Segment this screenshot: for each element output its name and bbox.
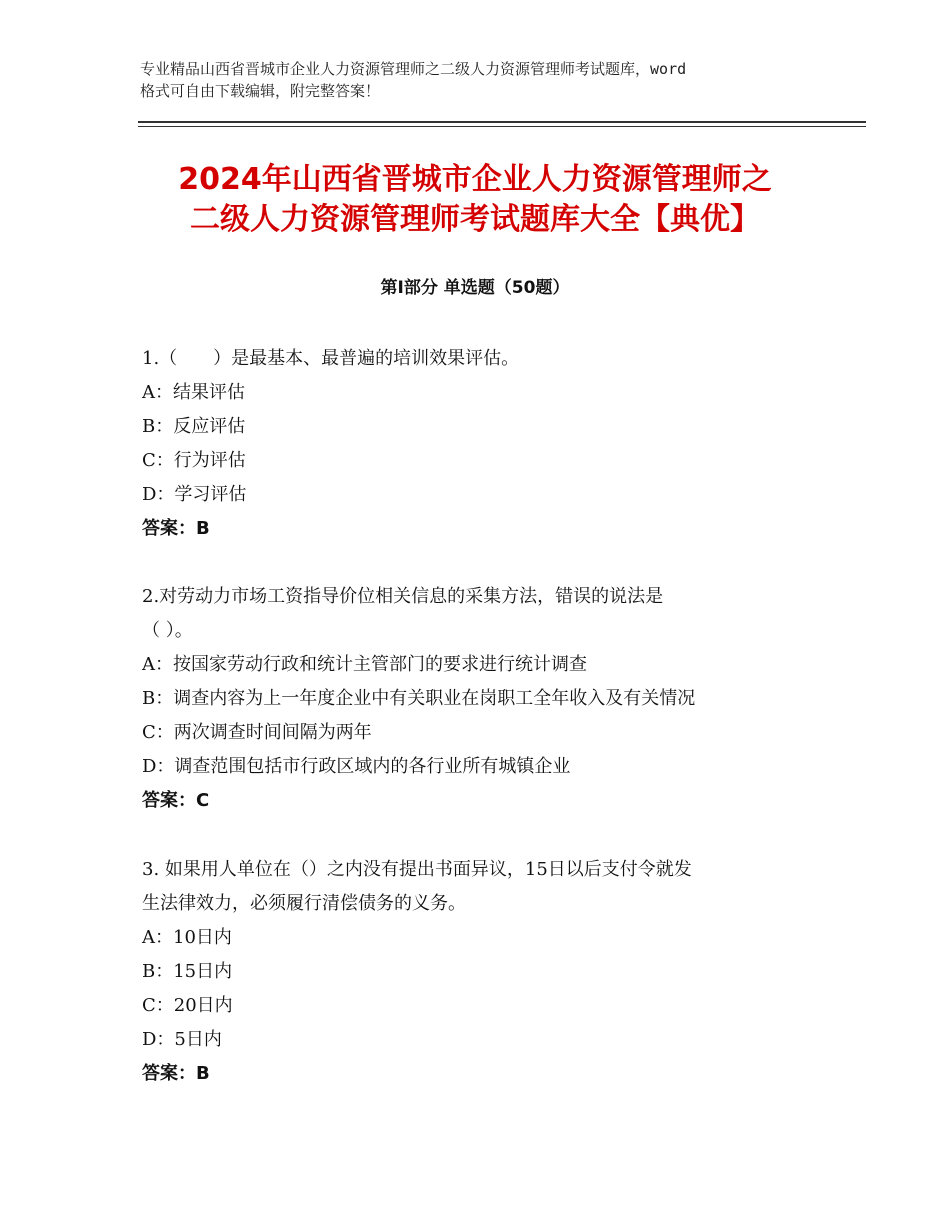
header-note-line: 专业精品山西省晋城市企业人力资源管理师之二级人力资源管理师考试题库，word xyxy=(140,60,687,78)
question-stem-continued: 生法律效力，必须履行清偿债务的义务。 xyxy=(142,893,466,914)
option-b: B：调查内容为上一年度企业中有关职业在岗职工全年收入及有关情况 xyxy=(142,688,696,709)
option-d: D：5日内 xyxy=(142,1029,222,1050)
option-a: A：按国家劳动行政和统计主管部门的要求进行统计调查 xyxy=(142,654,587,675)
question-block xyxy=(142,342,814,546)
answer-label: 答案：B xyxy=(142,1063,210,1084)
option-a: A：结果评估 xyxy=(142,382,245,403)
question-stem: 2.对劳动力市场工资指导价位相关信息的采集方法，错误的说法是 xyxy=(142,586,664,607)
section-title: 第Ⅰ部分 单选题（50题） xyxy=(380,278,570,298)
header-note-line: 格式可自由下载编辑，附完整答案！ xyxy=(140,82,381,100)
answer-label: 答案：C xyxy=(142,790,210,811)
option-a: A：10日内 xyxy=(142,927,232,948)
title-line: 2024年山西省晋城市企业人力资源管理师之 xyxy=(178,162,772,197)
option-d: D：学习评估 xyxy=(142,484,247,505)
header-divider-thick xyxy=(138,121,866,123)
option-c: C：20日内 xyxy=(142,995,233,1016)
question-block xyxy=(142,853,814,1091)
document-title xyxy=(120,160,830,240)
question-block xyxy=(142,580,814,818)
header-divider-thin xyxy=(138,126,866,127)
answer-label: 答案：B xyxy=(142,518,210,539)
title-line: 二级人力资源管理师考试题库大全【典优】 xyxy=(190,202,760,237)
header-note xyxy=(140,58,830,102)
option-b: B：反应评估 xyxy=(142,416,246,437)
option-c: C：两次调查时间间隔为两年 xyxy=(142,722,372,743)
question-stem: 1.（ ）是最基本、最普遍的培训效果评估。 xyxy=(142,348,520,369)
question-stem-continued: （ ）。 xyxy=(142,620,193,641)
option-d: D：调查范围包括市行政区域内的各行业所有城镇企业 xyxy=(142,756,571,777)
question-stem: 3. 如果用人单位在（）之内没有提出书面异议，15日以后支付令就发 xyxy=(142,859,692,880)
option-c: C：行为评估 xyxy=(142,450,246,471)
option-b: B：15日内 xyxy=(142,961,233,982)
